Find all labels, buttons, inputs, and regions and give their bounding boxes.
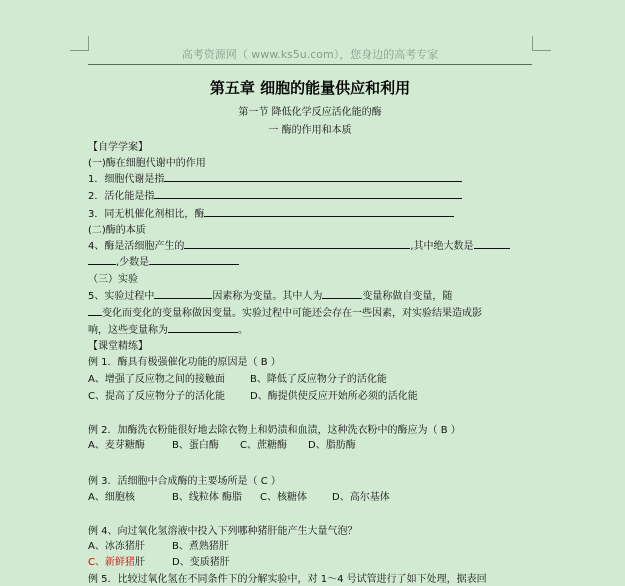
question-3: 3．同无机催化剂相比，酶 (88, 205, 454, 220)
section-heading-3: （三）实验 (88, 274, 138, 285)
example-1-stem: 例 1．酶具有极强催化功能的原因是（ B ） (88, 357, 281, 368)
question-5-cont: 变化而变化的变量称做因变量。实验过程中可能还会存在一些因素，对实验结果造成影 (88, 304, 482, 319)
section-title: 第一节 降低化学反应活化能的酶 (238, 107, 382, 118)
option-c: C、新鲜猪肝 (88, 557, 145, 568)
example-2-stem: 例 2．加酶洗衣粉能很好地去除衣物上和奶渍和血渍，这种洗衣粉中的酶应为（ B ） (88, 425, 461, 436)
option-b: B、蛋白酶 (172, 440, 219, 451)
example-3-stem: 例 3．活细胞中合成酶的主要场所是（ C ） (88, 476, 281, 487)
option-d: D、脂肪酶 (308, 440, 356, 451)
question-5-end: 响，这些变量称为 。 (88, 325, 248, 336)
option-d: D、变质猪肝 (172, 557, 230, 568)
example-1-options-row1 (88, 370, 387, 385)
option-a: A、增强了反应物之间的接触面 (88, 374, 225, 385)
answer-blank (474, 239, 510, 249)
option-c: C、提高了反应物分子的活化能 (88, 391, 225, 402)
self-study-heading: 【自学学案】 (88, 142, 148, 153)
answer-blank (168, 323, 238, 333)
answer-blank (154, 289, 212, 299)
answer-blank (184, 239, 410, 249)
practice-heading: 【课堂精练】 (88, 341, 148, 352)
option-c: C、蔗糖酶 (240, 440, 287, 451)
question-4-cont: ,少数是 (88, 253, 239, 268)
section-heading-2: (二)酶的本质 (88, 225, 146, 236)
example-4-options-row1 (88, 537, 229, 552)
example-1-options-row2 (88, 387, 418, 402)
section-heading-1: (一)酶在细胞代谢中的作用 (88, 158, 206, 169)
example-3-options (88, 488, 390, 503)
example-4-stem: 例 4、向过氧化氢溶液中投入下列哪种猪肝能产生大量气泡？ (88, 526, 358, 537)
option-b: B、降低了反应物分子的活化能 (250, 374, 387, 385)
option-a: A、细胞核 (88, 492, 135, 503)
answer-blank (154, 189, 462, 199)
question-4: 4、酶是活细胞产生的 ,其中绝大数是 (88, 237, 510, 252)
question-1: 1．细胞代谢是指 (88, 170, 462, 185)
page-header: 高考资源网（ www.ks5u.com），您身边的高考专家 (181, 48, 439, 61)
question-5: 5、实验过程中 因素称为变量。其中人为 变量称做自变量，随 (88, 291, 453, 302)
option-d: D、高尔基体 (332, 492, 390, 503)
answer-blank (88, 255, 116, 265)
option-a: A、冰冻猪肝 (88, 541, 145, 552)
example-2-options (88, 436, 356, 451)
answer-blank (204, 207, 454, 217)
question-2: 2．活化能是指 (88, 187, 462, 202)
answer-blank (88, 306, 102, 316)
option-b: B、线粒体 酶脂 (172, 492, 243, 503)
chapter-title: 第五章 细胞的能量供应和利用 (209, 79, 411, 97)
crop-mark-right (532, 36, 551, 51)
example-4-options-row2 (88, 553, 230, 568)
answer-blank (164, 172, 462, 182)
option-a: A、麦芽糖酶 (88, 440, 145, 451)
header-rule (88, 64, 532, 65)
option-d: D、酶提供使反应开始所必须的活化能 (250, 391, 418, 402)
example-5-stem: 例 5．比较过氧化氢在不同条件下的分解实验中，对 1～4 号试管进行了如下处理，据表回 (88, 574, 487, 585)
option-b: B、煮熟猪肝 (172, 541, 229, 552)
answer-blank (322, 289, 362, 299)
subsection-title: 一 酶的作用和本质 (268, 125, 352, 136)
crop-mark-left (70, 36, 89, 51)
option-c: C、核糖体 (260, 492, 307, 503)
answer-blank (149, 255, 239, 265)
